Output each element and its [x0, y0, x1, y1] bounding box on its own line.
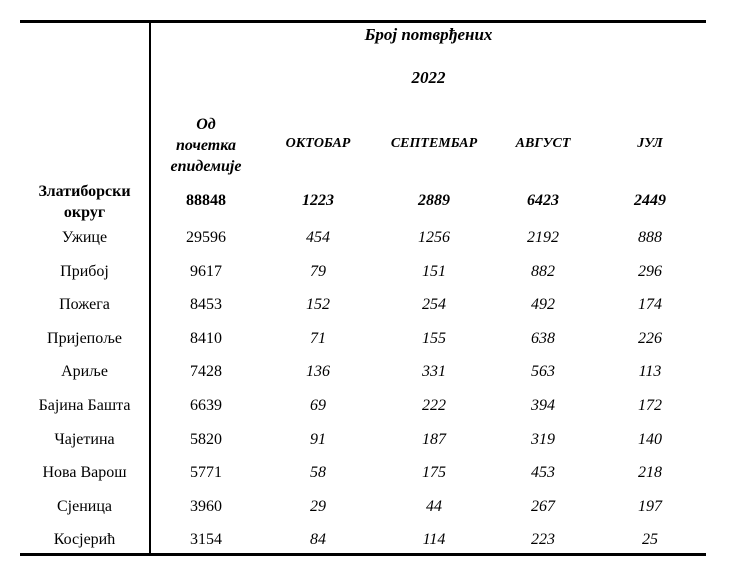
cell-august: 2192: [527, 229, 559, 246]
cell-since-epidemic: 29596: [186, 229, 226, 246]
cell-october: 91: [310, 430, 326, 448]
cell-september: 151: [422, 262, 446, 280]
cell-since-epidemic: 3960: [190, 497, 222, 515]
cell-since-epidemic: 6639: [190, 397, 222, 414]
cell-july: 226: [638, 329, 662, 347]
column-header-october: ОКТОБАР: [285, 136, 351, 151]
cell-october: 29: [310, 497, 326, 515]
row-name-total-line-1: Златиборски: [38, 183, 131, 200]
row-name: Бајина Башта: [38, 397, 131, 414]
table-row: [20, 288, 706, 322]
table-row: [20, 389, 706, 423]
cell-july: 25: [642, 531, 658, 549]
cell-since-epidemic: 88848: [186, 192, 226, 209]
column-header-august: АВГУСТ: [515, 136, 571, 151]
cell-october: 79: [310, 262, 326, 280]
cell-september: 44: [426, 497, 442, 515]
cell-july: 174: [638, 296, 662, 314]
cell-september: 114: [422, 531, 446, 549]
column-header-since-epidemic: [161, 114, 251, 177]
cell-july: 197: [638, 497, 662, 515]
row-name: Ариље: [61, 363, 108, 381]
cell-september: 331: [422, 363, 446, 381]
table-row: [20, 255, 706, 289]
row-name: Пријепоље: [47, 329, 122, 347]
cell-since-epidemic: 8410: [190, 329, 222, 347]
cell-since-epidemic: 3154: [190, 531, 222, 549]
cell-october: 1223: [302, 192, 334, 209]
cell-september: 155: [422, 329, 446, 347]
cell-october: 454: [306, 229, 330, 246]
row-name: Прибој: [60, 262, 109, 280]
cell-october: 58: [310, 464, 326, 482]
cell-september: 187: [422, 430, 446, 448]
row-name: Косјерић: [53, 531, 116, 549]
table-top-rule: [20, 20, 706, 23]
cell-august: 882: [531, 262, 555, 280]
row-name: Сјеница: [56, 497, 112, 515]
table-row: [20, 490, 706, 524]
cell-july: 296: [638, 262, 662, 280]
row-name: Нова Варош: [42, 464, 127, 482]
cell-september: 1256: [418, 229, 450, 246]
cell-since-epidemic: 8453: [190, 296, 222, 314]
cell-august: 319: [531, 430, 555, 448]
column-header-since-line-3: епидемије: [170, 158, 242, 175]
cell-october: 152: [306, 296, 330, 314]
cell-october: 84: [310, 531, 326, 549]
cell-since-epidemic: 7428: [190, 363, 222, 381]
cell-october: 136: [306, 363, 330, 381]
cell-july: 113: [638, 363, 662, 381]
cell-since-epidemic: 5771: [190, 464, 222, 482]
cell-october: 71: [310, 329, 326, 347]
cell-august: 492: [531, 296, 555, 314]
cell-july: 2449: [634, 192, 666, 209]
cell-since-epidemic: 5820: [190, 430, 222, 448]
cell-august: 453: [531, 464, 555, 482]
row-name-total-line-2: округ: [63, 204, 106, 221]
cell-august: 6423: [527, 192, 559, 209]
cell-august: 638: [531, 329, 555, 347]
row-name: Пожега: [59, 296, 110, 314]
cell-september: 222: [422, 397, 446, 414]
cell-august: 267: [531, 497, 555, 515]
row-name: Ужице: [61, 229, 108, 246]
cell-since-epidemic: 9617: [190, 262, 222, 280]
cell-july: 140: [638, 430, 662, 448]
cell-july: 172: [638, 397, 662, 414]
table-row: [20, 221, 706, 255]
cell-september: 2889: [418, 192, 450, 209]
table-year: 2022: [411, 68, 446, 87]
table-row: [20, 456, 706, 490]
row-name: Чајетина: [54, 430, 115, 448]
cell-october: 69: [310, 397, 326, 414]
row-name-total: [20, 181, 149, 223]
cell-august: 394: [531, 397, 555, 414]
column-header-since-line-2: почетка: [176, 137, 236, 154]
cell-july: 888: [638, 229, 662, 246]
table-row: [20, 523, 706, 557]
table-row: [20, 322, 706, 356]
table-row-total: [20, 180, 706, 222]
table-row: [20, 355, 706, 389]
column-header-september: СЕПТЕМБАР: [390, 136, 478, 151]
cell-july: 218: [638, 464, 662, 482]
cell-august: 223: [531, 531, 555, 549]
cell-september: 175: [422, 464, 446, 482]
column-header-since-line-1: Од: [196, 116, 216, 133]
column-header-july: ЈУЛ: [637, 136, 663, 151]
table-row: [20, 423, 706, 457]
cell-september: 254: [422, 296, 446, 314]
cell-august: 563: [531, 363, 555, 381]
table-title: Број потврђених: [364, 25, 493, 44]
